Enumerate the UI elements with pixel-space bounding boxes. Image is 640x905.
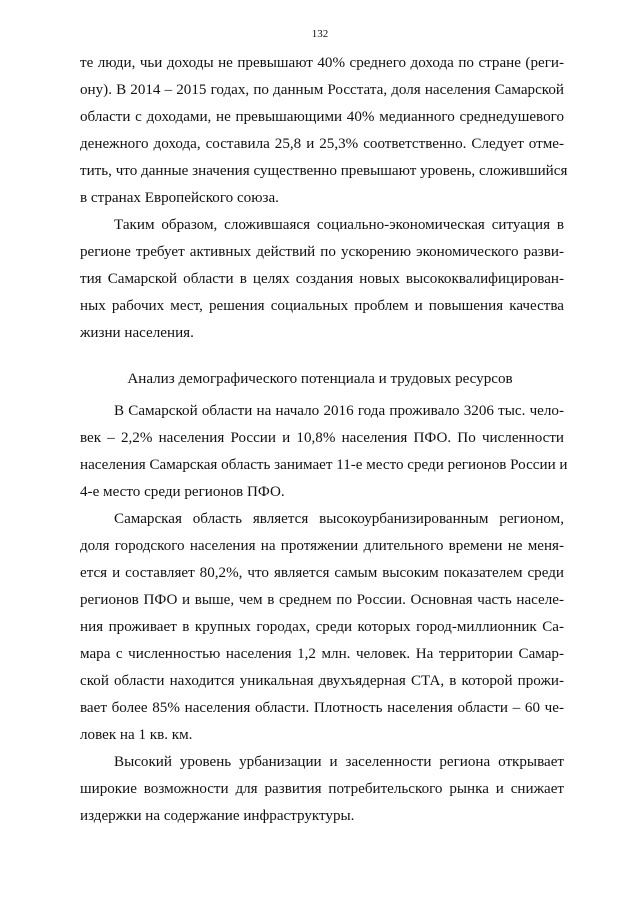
text-line: тия Самарской области в целях создания новых высококвалифицирован-	[80, 271, 564, 287]
text-line: регионов ПФО и выше, чем в среднем по России. Основная часть населе-	[80, 592, 564, 608]
paragraph-first-line: Самарская область является высокоурбанизированным регионом,	[114, 511, 564, 527]
text-line: ния проживает в крупных городах, среди которых город-миллионник Са-	[80, 619, 564, 635]
text-line: ской области находится уникальная двухъядерная СТА, в которой прожи-	[80, 673, 564, 689]
text-line: области с доходами, не превышающими 40% медианного среднедушевого	[80, 109, 564, 125]
paragraph-first-line: Высокий уровень урбанизации и заселенности региона открывает	[114, 754, 564, 770]
paragraph-first-line: В Самарской области на начало 2016 года проживало 3206 тыс. чело-	[114, 403, 564, 419]
text-line: тить, что данные значения существенно превышают уровень, сложившийся	[80, 163, 568, 179]
paragraph-first-line: Таким образом, сложившаяся социально-экономическая ситуация в	[114, 217, 564, 233]
text-line: денежного дохода, составила 25,8 и 25,3% соответственно. Следует отме-	[80, 136, 564, 152]
text-line: регионе требует активных действий по ускорению экономического разви-	[80, 244, 564, 260]
section-heading: Анализ демографического потенциала и трудовых ресурсов	[127, 371, 513, 387]
text-line: доля городского населения на протяжении длительного времени не меня-	[80, 538, 564, 554]
text-line: жизни населения.	[80, 325, 194, 341]
text-line: вает более 85% населения области. Плотность населения области – 60 че-	[80, 700, 564, 716]
text-line: век – 2,2% населения России и 10,8% населения ПФО. По численности	[80, 430, 564, 446]
text-line: населения Самарская область занимает 11-е место среди регионов России и	[80, 457, 568, 473]
page-number: 132	[311, 28, 329, 40]
text-line: ных рабочих мест, решения социальных проблем и повышения качества	[80, 298, 564, 314]
text-line: ется и составляет 80,2%, что является самым высоким показателем среди	[80, 565, 564, 581]
text-line: ловек на 1 кв. км.	[80, 727, 193, 743]
text-line: мара с численностью населения 1,2 млн. человек. На территории Самар-	[80, 646, 564, 662]
text-line: в странах Европейского союза.	[80, 190, 279, 206]
text-line: широкие возможности для развития потребительского рынка и снижает	[80, 781, 564, 797]
text-line: издержки на содержание инфраструктуры.	[80, 808, 355, 824]
text-line: ону). В 2014 – 2015 годах, по данным Росстата, доля населения Самарской	[80, 82, 564, 98]
text-line: 4-е место среди регионов ПФО.	[80, 484, 285, 500]
text-line: те люди, чьи доходы не превышают 40% среднего дохода по стране (реги-	[80, 55, 564, 71]
